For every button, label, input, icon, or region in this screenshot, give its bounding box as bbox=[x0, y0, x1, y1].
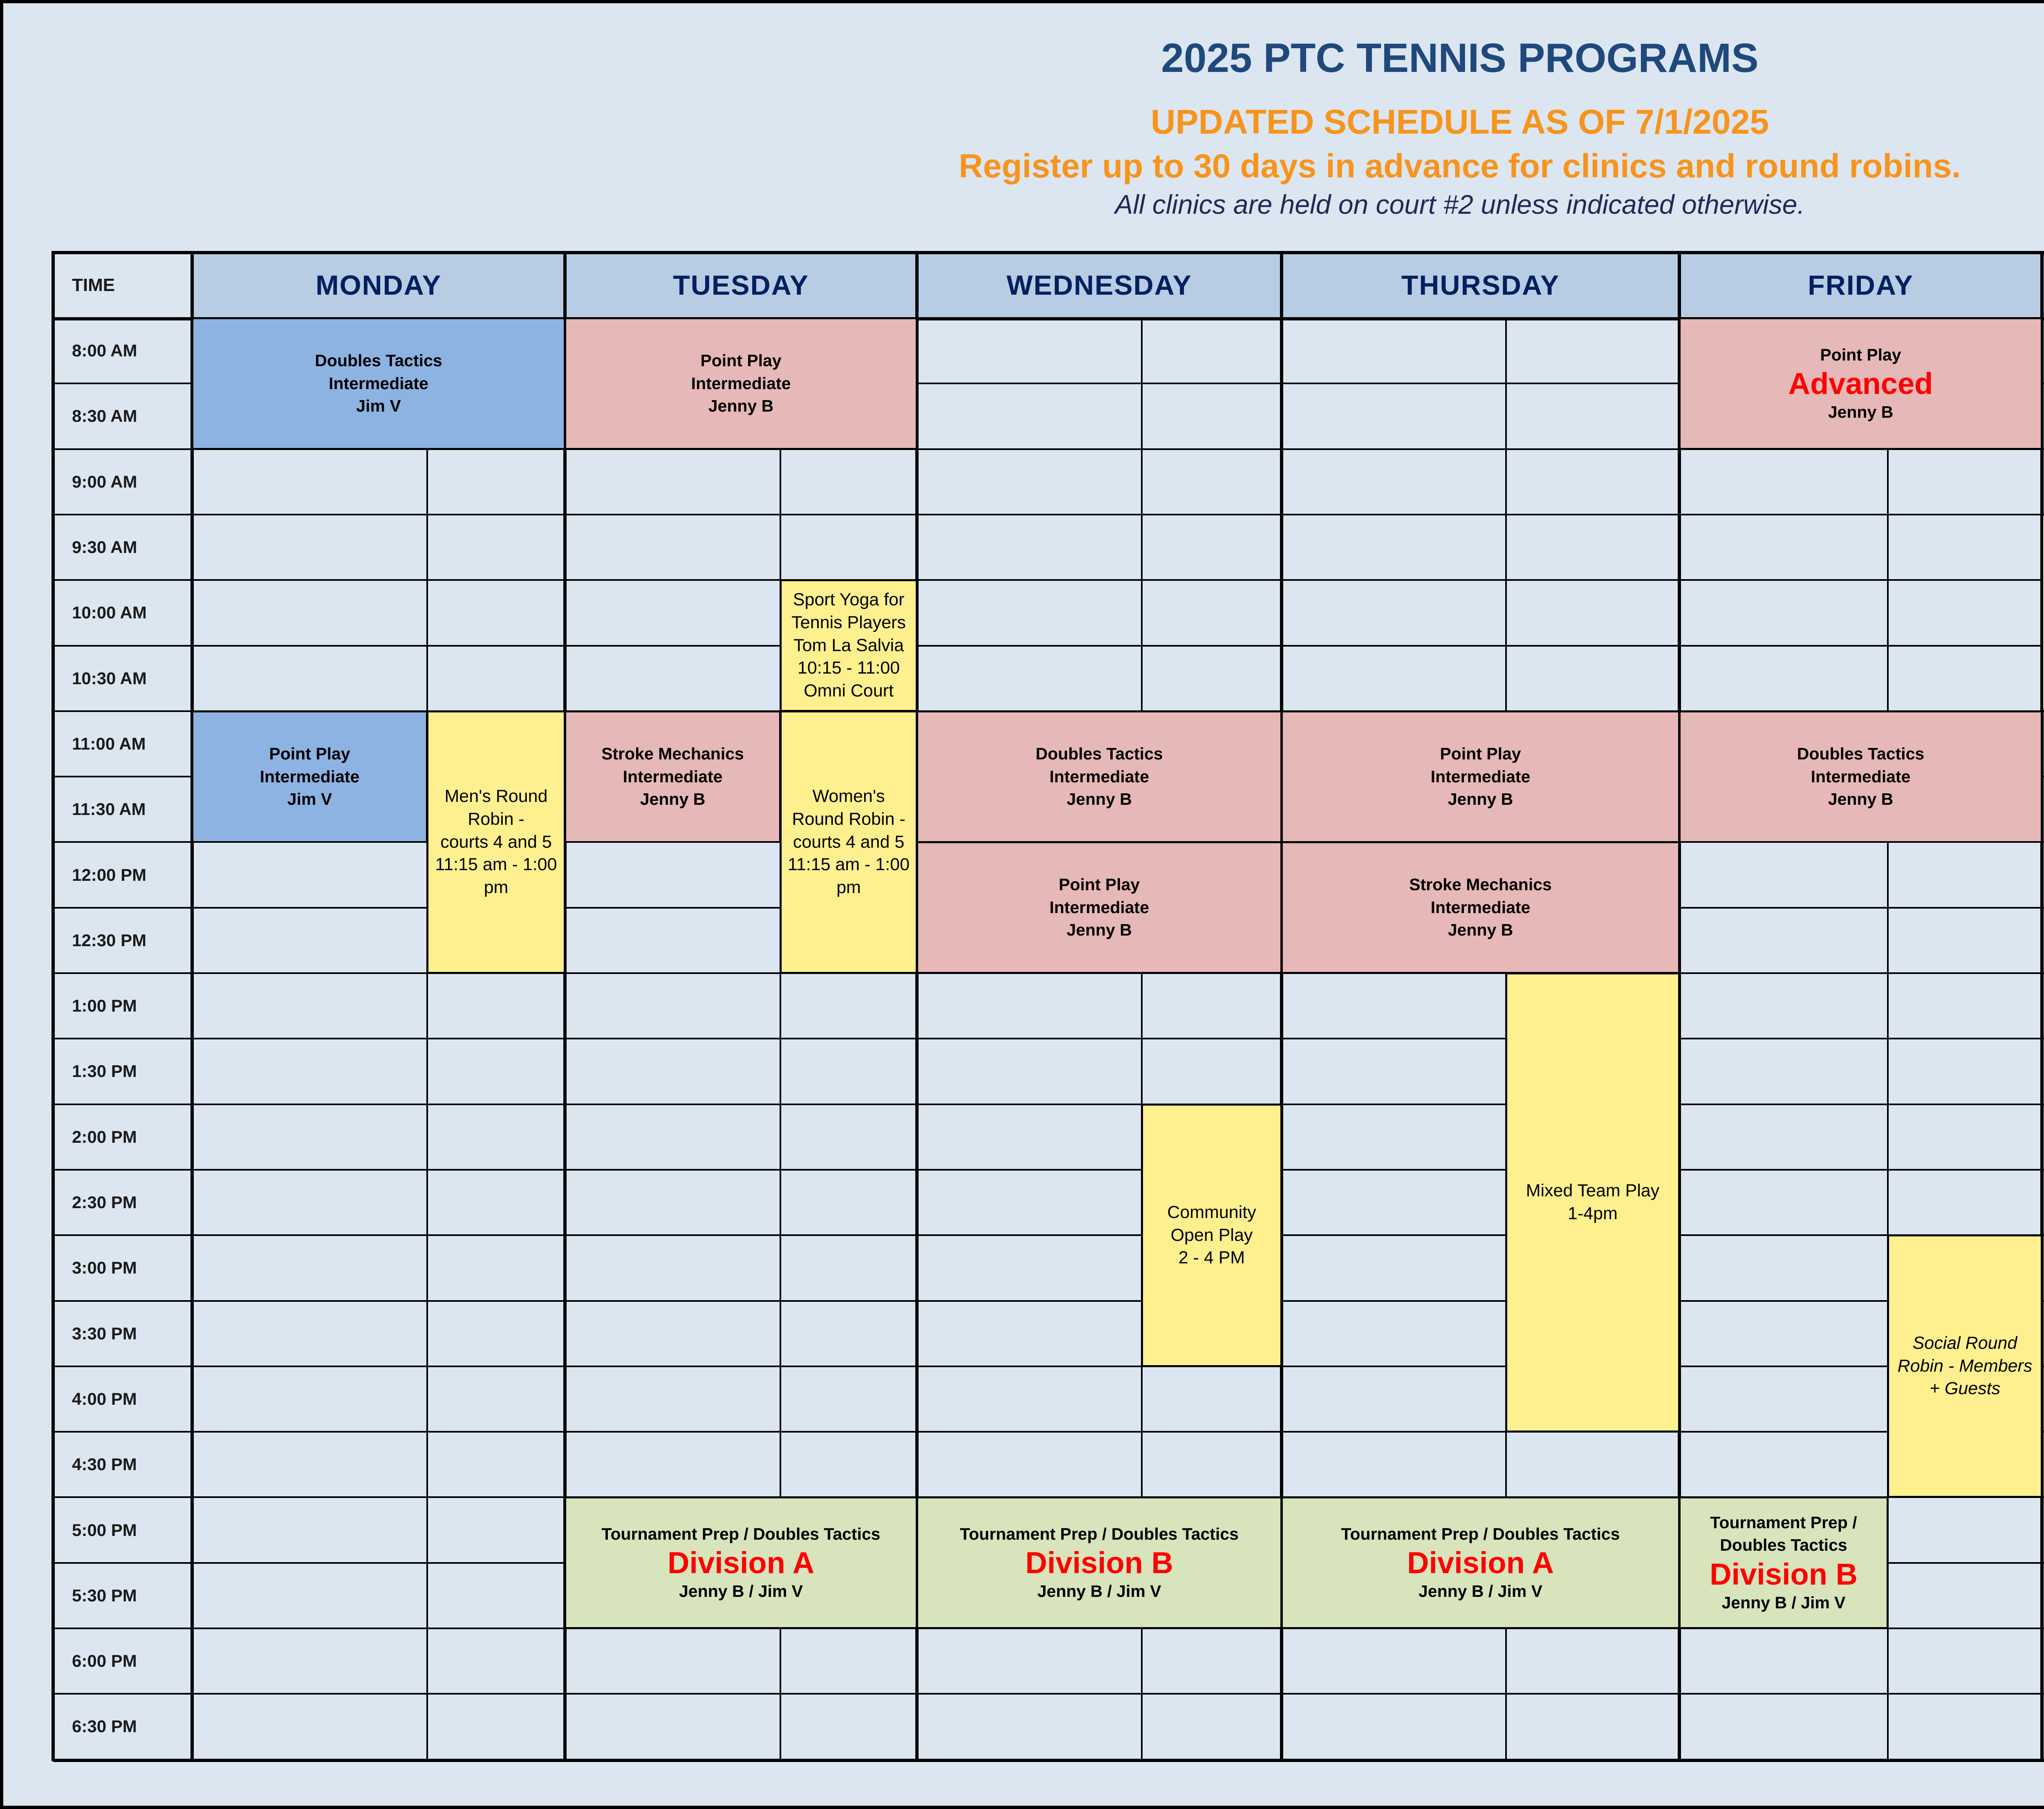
event-line: Jenny B / Jim V bbox=[1721, 1593, 1846, 1612]
event-line: Point Play bbox=[1440, 744, 1521, 763]
event-line: Jenny B bbox=[708, 396, 774, 416]
event-line: Jenny B bbox=[640, 790, 706, 809]
event-line: Mixed Team Play bbox=[1526, 1181, 1660, 1201]
grid-line bbox=[53, 1693, 2044, 1695]
time-label-1-30-pm: 1:30 PM bbox=[72, 1061, 137, 1081]
event-line: Open Play bbox=[1170, 1225, 1253, 1245]
event-line: Social Round bbox=[1912, 1333, 2017, 1353]
event-line: Division A bbox=[1407, 1545, 1554, 1580]
event-wed-pointplay[interactable] bbox=[917, 842, 1282, 973]
event-mon-doubles[interactable] bbox=[192, 318, 565, 449]
event-thu-mixed[interactable] bbox=[1506, 973, 1679, 1432]
event-thu-stroke[interactable] bbox=[1282, 842, 1679, 973]
grid-line bbox=[53, 514, 2044, 515]
event-line: Round Robin - bbox=[792, 809, 905, 829]
time-label-2-30-pm: 2:30 PM bbox=[72, 1193, 137, 1212]
time-label-12-00-pm: 12:00 PM bbox=[72, 865, 147, 884]
time-label-1-00-pm: 1:00 PM bbox=[72, 996, 137, 1016]
grid-line bbox=[191, 251, 194, 1761]
event-line: Community bbox=[1167, 1202, 1256, 1222]
event-line: Intermediate bbox=[1049, 898, 1149, 917]
grid-line bbox=[53, 1431, 2044, 1433]
grid-line bbox=[426, 318, 428, 1760]
event-wed-tourney[interactable] bbox=[917, 1497, 1282, 1628]
time-label-3-00-pm: 3:00 PM bbox=[72, 1258, 137, 1278]
event-line: Tennis Players bbox=[791, 612, 906, 632]
event-line: pm bbox=[836, 878, 861, 898]
registration-notice: Register up to 30 days in advance for clinics and round robins. bbox=[959, 148, 1961, 185]
grid-line bbox=[53, 1300, 2044, 1302]
event-fri-tourney[interactable] bbox=[1679, 1497, 1888, 1628]
grid-line bbox=[53, 1038, 2044, 1039]
event-line: Tournament Prep / Doubles Tactics bbox=[601, 1524, 881, 1543]
event-line: Intermediate bbox=[329, 374, 428, 393]
page-title: 2025 PTC TENNIS PROGRAMS bbox=[1161, 35, 1759, 81]
event-tue-yoga[interactable] bbox=[780, 580, 917, 711]
event-line: Division B bbox=[1025, 1545, 1173, 1580]
time-label-6-30-pm: 6:30 PM bbox=[72, 1717, 137, 1736]
event-line: pm bbox=[484, 878, 509, 898]
time-label-10-30-am: 10:30 AM bbox=[72, 668, 147, 688]
event-fri-pointplay[interactable] bbox=[1679, 318, 2042, 449]
event-line: 10:15 - 11:00 bbox=[797, 658, 900, 678]
event-line: Point Play bbox=[269, 744, 350, 763]
time-label-3-30-pm: 3:30 PM bbox=[72, 1323, 137, 1343]
grid-line bbox=[53, 1169, 2044, 1171]
event-tue-womens-rr[interactable] bbox=[780, 711, 917, 973]
event-line: Intermediate bbox=[1049, 767, 1149, 786]
grid-line bbox=[53, 579, 2044, 581]
event-sat-doubles[interactable] bbox=[2042, 515, 2044, 711]
time-label-12-30-pm: 12:30 PM bbox=[72, 930, 147, 950]
event-mon-pointplay[interactable] bbox=[192, 711, 427, 842]
event-line: Doubles Tactics bbox=[1797, 744, 1925, 763]
event-tue-tourney[interactable] bbox=[565, 1497, 917, 1628]
event-line: Tournament Prep / bbox=[1710, 1513, 1857, 1532]
event-line: Tom La Salvia bbox=[793, 635, 904, 655]
grid-line bbox=[53, 1759, 2044, 1762]
event-line: Doubles Tactics bbox=[1035, 744, 1163, 763]
day-header-friday: FRIDAY bbox=[1679, 253, 2042, 318]
event-tue-pointplay[interactable] bbox=[565, 318, 917, 449]
event-line: Jim V bbox=[287, 790, 332, 809]
event-line: 1-4pm bbox=[1568, 1204, 1618, 1223]
event-line: Tournament Prep / Doubles Tactics bbox=[960, 1524, 1239, 1543]
event-line: Stroke Mechanics bbox=[1409, 875, 1552, 894]
grid-line bbox=[53, 1234, 2044, 1236]
event-wed-doubles[interactable] bbox=[917, 711, 1282, 842]
grid-line bbox=[52, 251, 55, 1761]
event-line: Jim V bbox=[356, 396, 401, 416]
event-fri-social[interactable] bbox=[1888, 1235, 2042, 1497]
event-line: + Guests bbox=[1929, 1379, 2001, 1399]
grid-line bbox=[53, 645, 2044, 647]
event-line: 2 - 4 PM bbox=[1178, 1248, 1245, 1268]
event-line: Division B bbox=[1710, 1557, 1858, 1591]
time-label-4-00-pm: 4:00 PM bbox=[72, 1389, 137, 1408]
event-fri-doubles[interactable] bbox=[1679, 711, 2042, 842]
event-line: Intermediate bbox=[623, 767, 723, 786]
event-line: Jenny B / Jim V bbox=[1418, 1582, 1543, 1601]
event-line: Jenny B bbox=[1067, 920, 1132, 940]
time-label-5-00-pm: 5:00 PM bbox=[72, 1520, 137, 1540]
event-thu-tourney[interactable] bbox=[1282, 1497, 1679, 1628]
event-line: Intermediate bbox=[260, 767, 360, 786]
event-line: Intermediate bbox=[1430, 898, 1531, 917]
time-label-5-30-pm: 5:30 PM bbox=[72, 1585, 137, 1605]
time-label-9-30-am: 9:30 AM bbox=[72, 537, 137, 557]
event-line: Jenny B bbox=[1448, 920, 1513, 940]
day-header-wednesday: WEDNESDAY bbox=[917, 253, 1282, 318]
event-line: courts 4 and 5 bbox=[793, 832, 905, 852]
event-line: Point Play bbox=[1820, 345, 1901, 364]
event-line: Intermediate bbox=[1430, 767, 1531, 786]
schedule-updated-subtitle: UPDATED SCHEDULE AS OF 7/1/2025 bbox=[1150, 103, 1769, 141]
time-label-2-00-pm: 2:00 PM bbox=[72, 1127, 137, 1146]
event-line: Jenny B bbox=[1828, 790, 1894, 809]
event-line: Point Play bbox=[700, 351, 782, 370]
event-wed-community[interactable] bbox=[1142, 1104, 1282, 1366]
grid-line bbox=[53, 1366, 2044, 1367]
event-thu-pointplay[interactable] bbox=[1282, 711, 1679, 842]
event-line: Women's bbox=[812, 786, 885, 806]
event-mon-mens-rr[interactable] bbox=[427, 711, 565, 973]
event-line: Men's Round bbox=[444, 786, 548, 806]
time-label-4-30-pm: 4:30 PM bbox=[72, 1455, 137, 1474]
event-line: 11:15 am - 1:00 bbox=[788, 855, 910, 875]
event-line: Doubles Tactics bbox=[315, 351, 442, 370]
event-line: Doubles Tactics bbox=[1720, 1536, 1847, 1555]
event-line: Jenny B / Jim V bbox=[679, 1582, 803, 1601]
event-line: Sport Yoga for bbox=[793, 589, 905, 609]
time-label-11-00-am: 11:00 AM bbox=[72, 734, 146, 753]
event-line: Point Play bbox=[1058, 875, 1140, 894]
event-line: Jenny B / Jim V bbox=[1037, 1582, 1161, 1601]
court-note: All clinics are held on court #2 unless indicated otherwise. bbox=[1115, 189, 1805, 219]
event-line: Jenny B bbox=[1448, 790, 1513, 809]
event-line: Intermediate bbox=[1811, 767, 1911, 786]
event-line: Tournament Prep / Doubles Tactics bbox=[1341, 1524, 1620, 1543]
time-label-6-00-pm: 6:00 PM bbox=[72, 1651, 137, 1671]
event-line: Jenny B bbox=[1828, 403, 1894, 422]
day-header-monday: MONDAY bbox=[192, 253, 565, 318]
time-label-8-30-am: 8:30 AM bbox=[72, 406, 137, 426]
event-line: Division A bbox=[667, 1545, 815, 1580]
time-label-10-00-am: 10:00 AM bbox=[72, 603, 147, 622]
time-label-11-30-am: 11:30 AM bbox=[72, 799, 146, 819]
grid-line bbox=[53, 1104, 2044, 1105]
grid-line bbox=[2040, 251, 2044, 1761]
event-line: Omni Court bbox=[804, 681, 894, 701]
event-line: courts 4 and 5 bbox=[440, 832, 552, 852]
event-line: Stroke Mechanics bbox=[601, 744, 744, 763]
event-line: 11:15 am - 1:00 bbox=[435, 855, 557, 875]
time-label-9-00-am: 9:00 AM bbox=[72, 472, 137, 491]
event-line: Intermediate bbox=[691, 374, 791, 393]
time-label-8-00-am: 8:00 AM bbox=[72, 341, 137, 360]
time-column-header: TIME bbox=[72, 275, 115, 295]
event-tue-stroke[interactable] bbox=[565, 711, 780, 842]
grid-line bbox=[53, 251, 2044, 254]
event-line: Robin - bbox=[468, 809, 524, 829]
event-line: Advanced bbox=[1788, 366, 1933, 401]
event-line: Robin - Members bbox=[1897, 1356, 2033, 1376]
day-header-tuesday: TUESDAY bbox=[565, 253, 917, 318]
event-line: Jenny B bbox=[1067, 790, 1132, 809]
day-header-thursday: THURSDAY bbox=[1282, 253, 1679, 318]
